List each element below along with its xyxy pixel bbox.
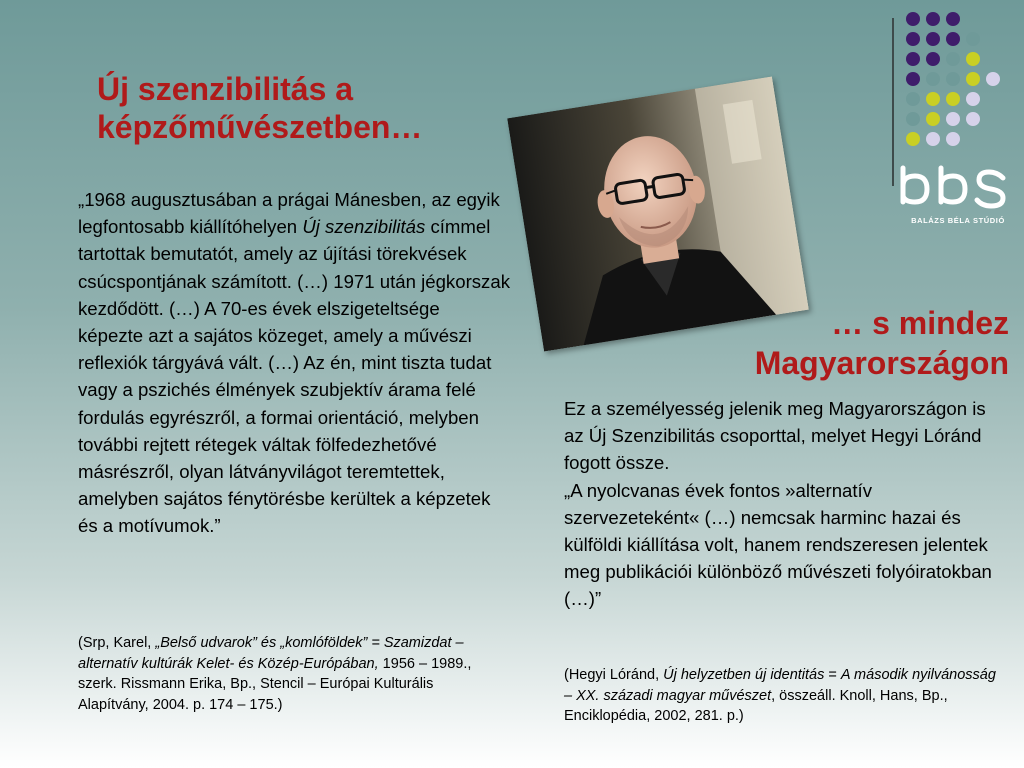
decorative-dot <box>926 32 940 46</box>
decorative-dot <box>926 52 940 66</box>
decorative-dot <box>926 12 940 26</box>
left-citation <box>78 633 498 715</box>
left-citation-text-2: 1956 – 1989., szerk. Rissmann Erika, Bp., Stencil – Európai Kulturális Alapítvány, 2004. p. 174 – 175.) <box>78 655 472 713</box>
decorative-divider-line <box>892 18 894 186</box>
left-quote-text-1: „1968 augusztusában a prágai Mánesben, az egyik legfontosabb kiállítóhelyen <box>78 189 500 238</box>
decorative-dot <box>946 32 960 46</box>
decorative-dot <box>906 32 920 46</box>
slide-title-line-2: képzőművészetben… <box>97 109 423 145</box>
right-citation-text-2: = <box>824 667 841 683</box>
section-subtitle-line-2: Magyarországon <box>754 345 1009 381</box>
section-subtitle-line-1: … s mindez <box>831 305 1009 341</box>
right-paragraph-2: „A nyolcvanas évek fontos »alternatív szervezeteként« (…) nemcsak harminc hazai és külföldi kiállítása volt, hanem rendszeresen jelentek meg publikációi különböző művészeti folyóiratokban (…)” <box>564 479 992 610</box>
decorative-dot <box>986 72 1000 86</box>
decorative-dot <box>946 132 960 146</box>
left-citation-text-1: (Srp, Karel, <box>78 635 156 651</box>
decorative-dot <box>906 72 920 86</box>
slide-title <box>97 70 517 146</box>
logo-caption: BALÁZS BÉLA STÚDIÓ <box>911 216 1005 225</box>
decorative-dot <box>966 32 980 46</box>
decorative-dot <box>926 132 940 146</box>
decorative-dot <box>946 52 960 66</box>
left-quote-italic-title: Új szenzibilitás <box>302 216 426 238</box>
right-citation <box>564 665 1004 727</box>
decorative-dot <box>966 92 980 106</box>
decorative-dot <box>966 112 980 126</box>
decorative-dot <box>946 112 960 126</box>
right-body-text <box>564 395 994 613</box>
decorative-dot <box>926 92 940 106</box>
decorative-dot <box>946 12 960 26</box>
left-quote <box>78 186 510 540</box>
decorative-dot <box>906 92 920 106</box>
decorative-dot <box>906 112 920 126</box>
decorative-dot <box>946 92 960 106</box>
left-quote-text-2: címmel tartottak bemutatót, amely az újítási törekvések csúcspontjának számított. (…) 1971 után jégkorszak kezdődött. (…) A 70-es évek elszigeteltsége képezte azt a sajátos közeget, amely a művészi reflexiók tárgyává vált. (…) Az én, mint tiszta tudat vagy a pszichés élmények szubjektív árama felé fordulás egyrészről, a formai orientáció, melyben további rejtett rétegek váltak fölfedezhetővé másrészről, olyan látványvilágot teremtettek, amelyben sajátos fénytörésbe kerültek a képzetek és a motívumok.” <box>78 216 510 537</box>
decorative-dot <box>966 52 980 66</box>
decorative-dot <box>966 72 980 86</box>
section-subtitle <box>649 303 1009 383</box>
left-quote-paragraph <box>78 186 510 540</box>
decorative-dot <box>946 72 960 86</box>
decorative-dot <box>906 52 920 66</box>
decorative-dot <box>906 12 920 26</box>
slide-title-line-1: Új szenzibilitás a <box>97 71 354 107</box>
decorative-dot <box>906 132 920 146</box>
right-paragraph-1: Ez a személyesség jelenik meg Magyarországon is az Új Szenzibilitás csoporttal, melyet Hegyi Lóránd fogott össze. <box>564 398 986 474</box>
decorative-dot <box>926 72 940 86</box>
right-citation-italic-2: A második nyilvánosság – XX. századi magyar művészet <box>564 667 996 704</box>
right-citation-italic-1: Új helyzetben új identitás <box>663 667 825 683</box>
right-citation-text-1: (Hegyi Lóránd, <box>564 667 664 683</box>
decorative-dot <box>926 112 940 126</box>
left-citation-italic: „Belső udvarok” és „komlóföldek” = Szamizdat – alternatív kultúrák Kelet- és Közép-Európában, <box>78 635 464 672</box>
right-citation-text-3: , összeáll. Knoll, Hans, Bp., Enciklopédia, 2002, 281. p.) <box>564 687 948 724</box>
